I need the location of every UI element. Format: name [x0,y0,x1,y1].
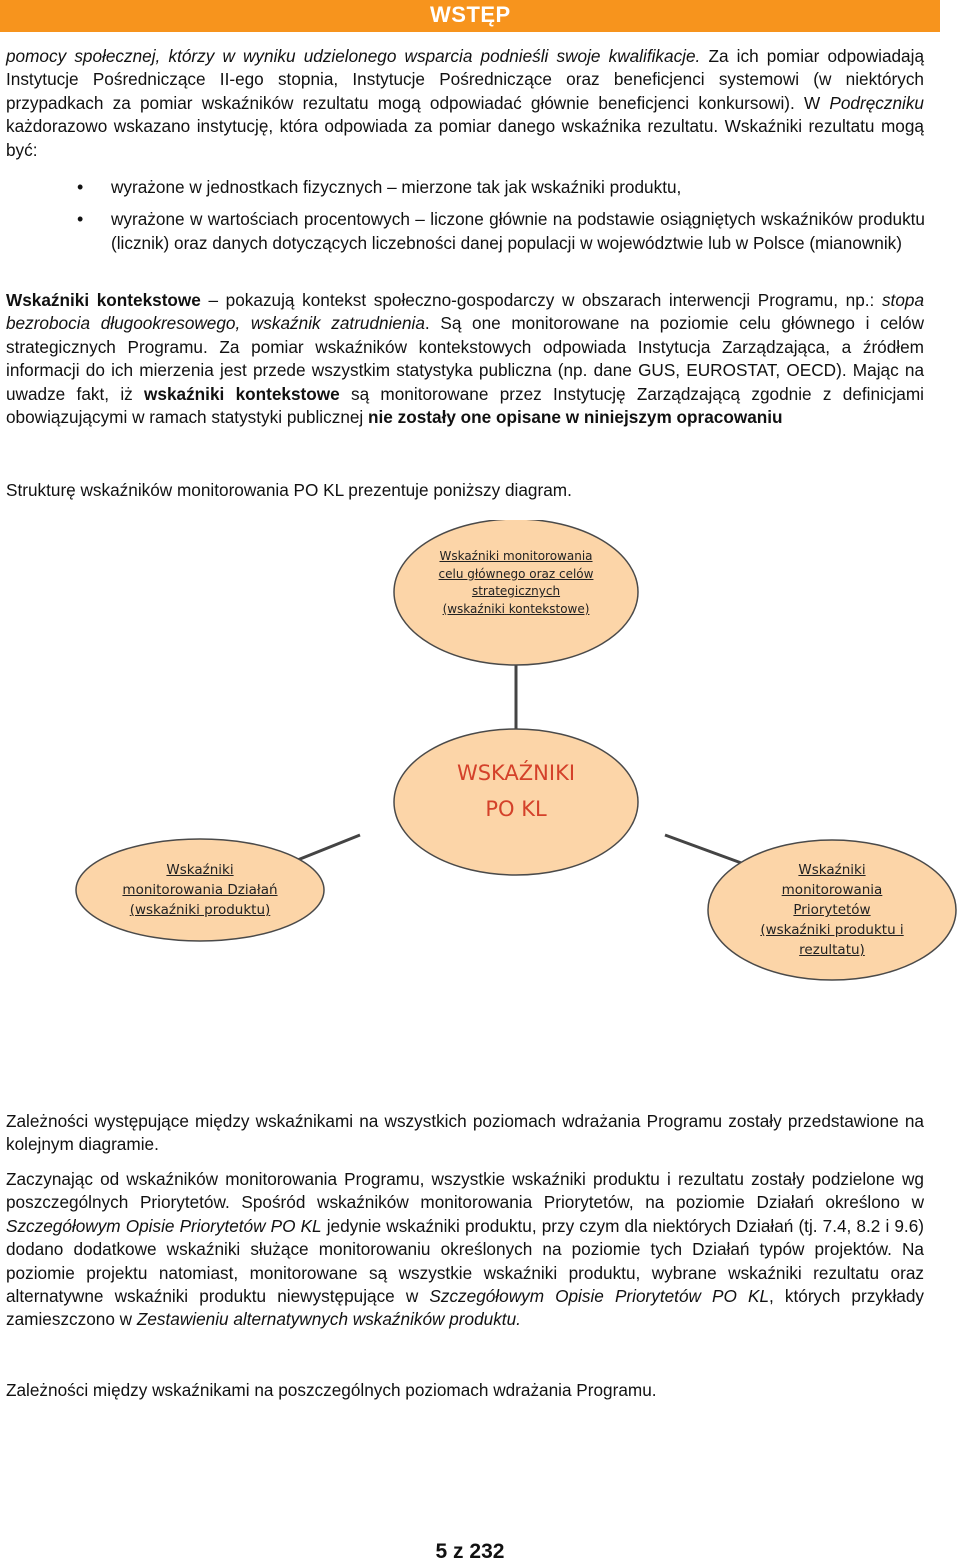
italic-text: stopa bezrobocia długookresowego, wskaźnik zatrudnienia [6,290,924,334]
italic-text: Podręczniku [829,92,924,113]
text-run: każdorazowo wskazano instytucję, która odpowiada za pomiar danego wskaźnika rezultatu. Wskaźniki rezultatu mogą być: [6,116,924,160]
bullet-item: • wyrażone w jednostkach fizycznych – mierzone tak jak wskaźniki produktu, [0,176,925,199]
label-line: monitorowania [781,882,883,898]
text-run: . Są one monitorowane na poziomie celu głównego i celów strategicznych Programu. Za pomiar wskaźników kontekstowych odpowiada Instytucja Zarządzająca, a źródłem informacji do ich mierzenia jest przede wszystkim statystyka publiczna (np. dane GUS, EUROSTAT, OECD). Mając na uwadze fakt, iż [6,313,925,404]
bold-text: Wskaźniki kontekstowe [6,290,201,310]
bullet-item: • wyrażone w wartościach procentowych – liczone głównie na podstawie osiągniętych wskaźników produktu (licznik) oraz danych dotyczących liczebności danej populacji w województwie lub w Polsce (mianownik) [0,208,925,255]
label-line: (wskaźniki produktu) [129,902,271,918]
right-ellipse-label [732,860,932,960]
label-line: Wskaźniki [166,862,234,878]
text-run: , których przykłady zamieszczono w [6,1286,925,1330]
text-run: są monitorowane przez Instytucję Zarządzającą zgodnie z definicjami obowiązującymi w ramach statystyki publicznej [6,383,924,428]
italic-text: Szczegółowym Opisie Priorytetów PO KL [6,1215,322,1236]
italic-text: Szczegółowym Opisie Priorytetów PO KL [429,1286,770,1307]
paragraph-dependencies-intro: Zależności występujące między wskaźnikami na wszystkich poziomach wdrażania Programu zostały przedstawione na kolejnym diagramie. [6,1111,924,1155]
section-title: WSTĘP [430,2,511,27]
text-run: – pokazują kontekst społeczno-gospodarczy w obszarach interwencji Programu, np.: [200,290,882,310]
page-number: 5 z 232 [435,1540,505,1563]
paragraph-result-indicators [6,45,924,162]
text-run: Za ich pomiar odpowiadają Instytucje Pośredniczące II-ego stopnia, Instytucje Pośredniczące oraz beneficjenci systemowi (w niektórych przypadkach za pomiar wskaźników rezultatu mogą odpowiadać głównie beneficjenci konkursowi). W [6,46,924,113]
top-ellipse-label [416,548,616,618]
text-run: Zaczynając od wskaźników monitorowania Programu, wszystkie wskaźniki produktu i rezultatu zostały podzielone wg poszczególnych Priorytetów. Spośród wskaźników monitorowania Priorytetów, na poziomie Działań określono w [6,1169,924,1213]
label-line: Wskaźniki monitorowania [439,549,593,563]
indicator-structure-diagram [0,520,960,1020]
paragraph-dependencies-caption: Zależności między wskaźnikami na poszczególnych poziomach wdrażania Programu. [6,1380,657,1400]
text-run: jedynie wskaźniki produktu, przy czym dla niektórych Działań (tj. 7.4, 8.2 i 9.6) dodano dodatkowe wskaźniki służące monitorowaniu określonych na poziomie tych Działań typów projektów. Na poziomie projektu natomiast, monitorowane są wszystkie wskaźniki produktu, wybrane wskaźniki rezultatu oraz alternatywne wskaźniki produktu niewystępujące w [6,1215,924,1307]
bullet-list [0,176,930,264]
label-line: Priorytetów [793,902,871,918]
bold-text: nie zostały one opisane w niniejszym opracowaniu [368,407,783,428]
label-line: Wskaźniki [798,862,866,878]
label-line: (wskaźniki produktu i [760,922,904,938]
paragraph-monitoring-levels [6,1168,924,1332]
bold-text: wskaźniki kontekstowe [144,383,340,404]
center-ellipse-label [416,755,616,827]
italic-text: Zestawieniu alternatywnych wskaźników produktu. [136,1309,521,1330]
label-line: strategicznych [471,584,561,598]
label-line: WSKAŹNIKI [456,761,576,785]
left-ellipse-label [96,860,304,920]
label-line: celu głównego oraz celów [438,566,594,581]
paragraph-diagram-intro: Strukturę wskaźników monitorowania PO KL prezentuje poniższy diagram. [6,480,572,500]
paragraph-context-indicators [6,289,924,429]
label-line: monitorowania Działań [122,882,278,898]
label-line: (wskaźniki kontekstowe) [442,601,590,616]
label-line: PO KL [485,797,547,821]
label-line: rezultatu) [799,942,865,958]
italic-text: pomocy społecznej, którzy w wyniku udzielonego wsparcia podnieśli swoje kwalifikacje. [6,46,701,66]
